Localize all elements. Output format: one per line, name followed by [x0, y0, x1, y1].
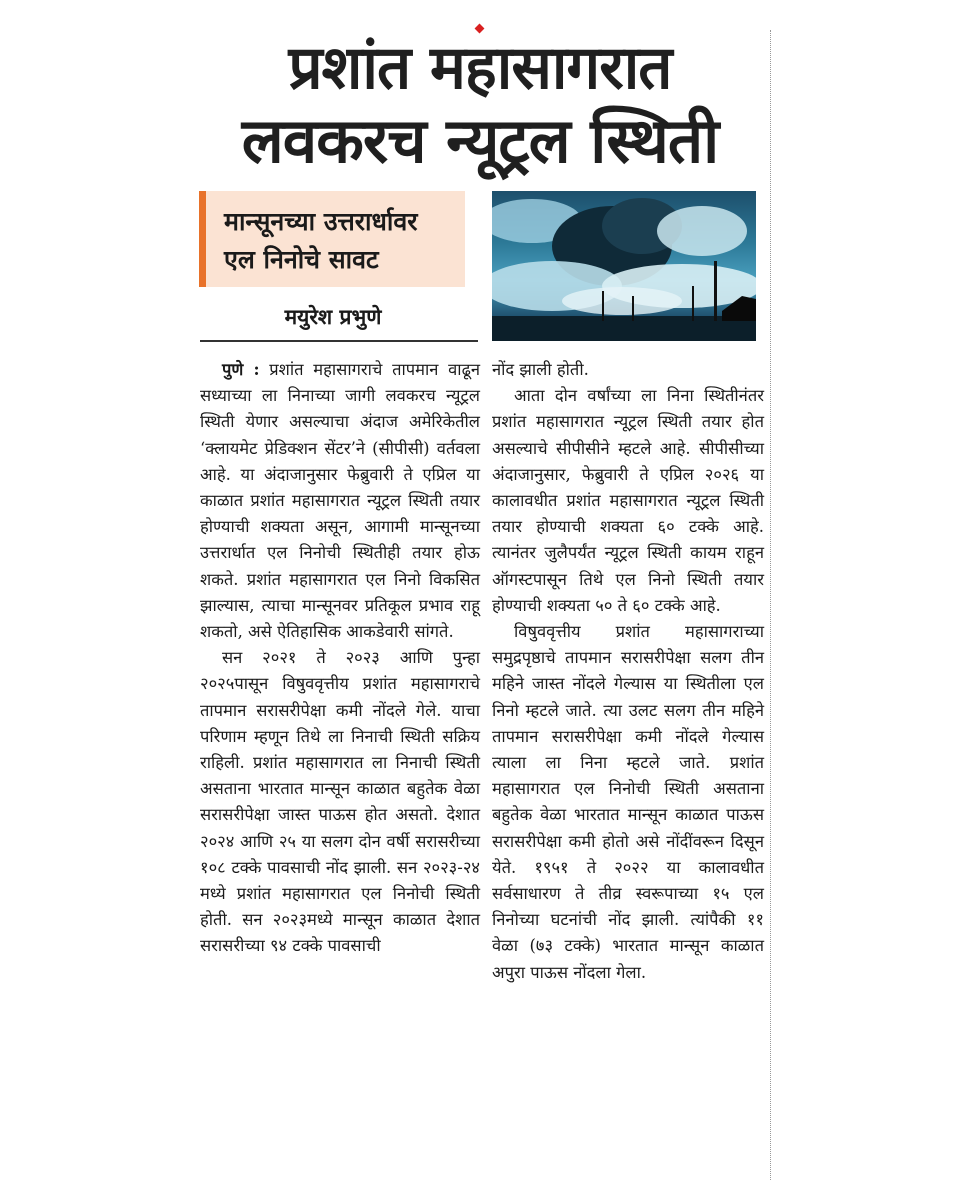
article-paragraph: सन २०२१ ते २०२३ आणि पुन्हा २०२५पासून विषुववृत्तीय प्रशांत महासागराचे तापमान सरासरीपेक्षा कमी नोंदले गेले. याचा परिणाम म्हणून तिथे ला निनाची स्थिती सक्रिय राहिली. प्रशांत महासागरात ला निनाची स्थिती असताना भारतात मान्सून काळात बहुतेक वेळा सरासरीपेक्षा जास्त पाऊस होत असतो. देशात २०२४ आणि २५ या सलग दोन वर्षी सरासरीच्या १०८ टक्के पावसाची नोंद झाली. सन २०२३-२४ मध्ये प्रशांत महासागरात एल निनोची स्थिती होती. सन २०२३मध्ये मान्सून काळात देशात सरासरीच्या ९४ टक्के पावसाची [200, 648, 480, 956]
headline-line-2: लवकरच न्यूट्रल स्थिती [241, 104, 719, 177]
dateline: पुणे : [222, 360, 260, 379]
subheadline-line-2: एल निनोचे सावट [224, 245, 379, 274]
column-divider [770, 30, 771, 1180]
article-paragraph: आता दोन वर्षांच्या ला निना स्थितीनंतर प्रशांत महासागरात न्यूट्रल स्थिती तयार होत असल्याचे सीपीसीने म्हटले आहे. सीपीसीच्या अंदाजानुसार, फेब्रुवारी ते एप्रिल २०२६ या कालावधीत प्रशांत महासागरात न्यूट्रल स्थिती तयार होण्याची शक्यता ६० टक्के आहे. त्यानंतर जुलैपर्यंत न्यूट्रल स्थिती कायम राहून ऑगस्टपासून तिथे एल निनो स्थिती तयार होण्याची शक्यता ५० ते ६० टक्के आहे. [492, 386, 764, 615]
article-paragraph: विषुववृत्तीय प्रशांत महासागराच्या समुद्रपृष्ठाचे तापमान सरासरीपेक्षा सलग तीन महिने जास्त नोंदले गेल्यास या स्थितीला एल निनो म्हटले जाते. त्या उलट सलग तीन महिने तापमान सरासरीपेक्षा कमी नोंदले गेल्यास त्याला ला निना म्हटले जाते. प्रशांत महासागरात एल निनोची स्थिती असताना बहुतेक वेळा भारतात मान्सून काळात पाऊस सरासरीपेक्षा कमी होतो असे नोंदींवरून दिसून येते. १९५१ ते २०२२ या कालावधीत सर्वसाधारण ते तीव्र स्वरूपाच्या १५ एल निनोच्या घटनांची नोंद झाली. त्यांपैकी ११ वेळा (७३ टक्के) भारतात मान्सून काळात अपुरा पाऊस नोंदला गेला. [492, 622, 764, 982]
headline-line-1: प्रशांत महासागरात [288, 33, 672, 103]
article-column-2 [492, 357, 764, 986]
subheadline-line-1: मान्सूनच्या उत्तरार्धावर [224, 207, 418, 236]
byline-rule [200, 340, 478, 342]
cloud-illustration [492, 191, 756, 341]
article-column-1 [200, 357, 480, 960]
masthead-diamond-icon [475, 24, 485, 34]
paragraph-1-text: प्रशांत महासागराचे तापमान वाढून सध्याच्या ला निनाच्या जागी लवकरच न्यूट्रल स्थिती येणार असल्याचा अंदाज अमेरिकेतील ‘क्लायमेट प्रेडिक्शन सेंटर’ने (सीपीसी) वर्तवला आहे. या अंदाजानुसार फेब्रुवारी ते एप्रिल या काळात प्रशांत महासागरात न्यूट्रल स्थिती तयार होण्याची शक्यता असून, आगामी मान्सूनच्या उत्तरार्धात एल निनोची स्थितीही तयार होऊ शकते. प्रशांत महासागरात एल निनो विकसित झाल्यास, त्याचा मान्सूनवर प्रतिकूल प्रभाव राहू शकतो, असे ऐतिहासिक आकडेवारी सांगते. [200, 360, 481, 642]
byline: मयुरेश प्रभुणे [284, 305, 382, 329]
article-paragraph-continued: नोंद झाली होती. [492, 360, 589, 379]
cloudy-sky-photo [492, 191, 756, 341]
subheadline-box [199, 191, 465, 287]
article-paragraph [200, 357, 480, 645]
